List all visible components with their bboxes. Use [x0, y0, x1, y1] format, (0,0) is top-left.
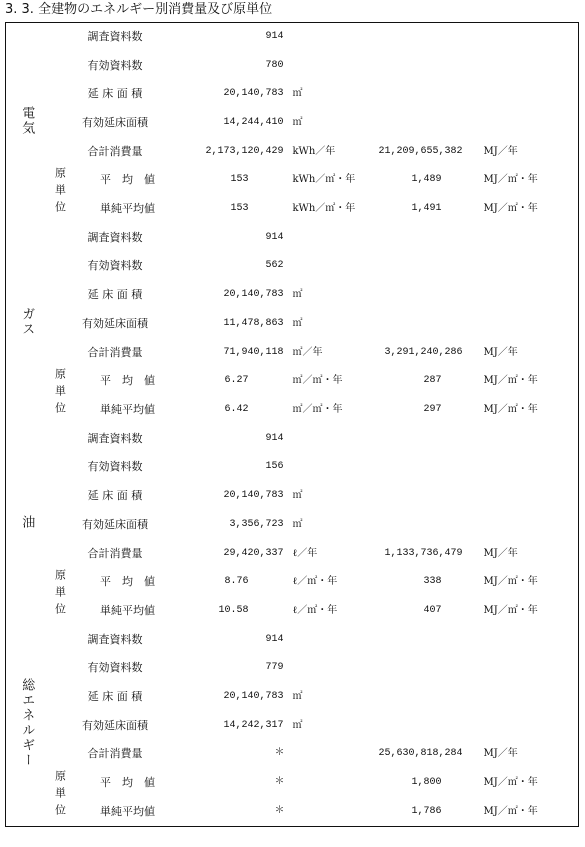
value-number: 71,940,118 — [223, 346, 284, 358]
row-label: 有効延床面積 — [82, 718, 148, 732]
basis-label: 原単位 — [53, 569, 67, 621]
row-label: 有効資料数 — [87, 661, 143, 675]
value-number: 14,244,410 — [223, 116, 284, 128]
value-number: 14,242,317 — [223, 719, 284, 731]
value-content — [183, 87, 579, 101]
table-row — [6, 367, 579, 396]
section-category: ガス — [19, 306, 35, 337]
table-row — [6, 654, 579, 683]
mj-value-cell — [377, 568, 579, 597]
value-cell — [183, 396, 377, 425]
value-unit: ㎡ — [292, 88, 303, 100]
table-row — [6, 797, 579, 826]
value-unit: ㎡／年 — [292, 346, 323, 358]
mj-value-number: 287 — [423, 375, 442, 387]
row-label: 延 床 面 積 — [87, 690, 143, 704]
mj-value-number: 1,133,736,479 — [384, 547, 463, 559]
value-unit: ㎡ — [292, 691, 303, 703]
mj-value-unit: MJ／年 — [483, 145, 518, 157]
value-number: 562 — [265, 260, 284, 272]
value-number: 914 — [265, 432, 284, 444]
mj-value-unit: MJ／年 — [483, 547, 518, 559]
basis-cell — [48, 166, 73, 223]
value-content — [183, 776, 377, 790]
value-cell — [183, 797, 377, 826]
value-content — [183, 346, 377, 360]
value-content — [183, 489, 579, 503]
table-row — [6, 769, 579, 798]
value-number: 3,356,723 — [229, 518, 284, 530]
table-row — [6, 195, 579, 224]
value-cell — [183, 109, 579, 138]
mj-value-number: 407 — [423, 604, 442, 616]
value-number: 11,478,863 — [223, 317, 284, 329]
table-row — [6, 625, 579, 654]
row-label: 調査資料数 — [87, 632, 143, 646]
value-number: 153 — [230, 203, 249, 215]
energy-consumption-table — [5, 22, 579, 827]
table-row — [6, 252, 579, 281]
value-number: 2,173,120,429 — [205, 145, 284, 157]
value-cell — [183, 223, 579, 252]
value-content — [183, 173, 377, 187]
value-unit: ℓ／㎡・年 — [292, 604, 338, 616]
value-unit: ㎡ — [292, 518, 303, 530]
value-content — [183, 661, 579, 675]
value-number: 8.76 — [224, 576, 249, 588]
mj-value-number: 1,491 — [411, 203, 442, 215]
mj-value-unit: MJ／㎡・年 — [483, 203, 538, 215]
value-number: 6.42 — [224, 403, 249, 415]
value-number: 914 — [265, 31, 284, 43]
mj-value-unit: MJ／年 — [483, 748, 518, 760]
table-row — [6, 711, 579, 740]
value-number: 29,420,337 — [223, 547, 284, 559]
value-number: 780 — [265, 59, 284, 71]
row-label: 合計消費量 — [87, 345, 143, 359]
value-cell — [183, 252, 579, 281]
mj-value-unit: MJ／㎡・年 — [483, 777, 538, 789]
mj-value-cell — [377, 597, 579, 626]
mj-value-unit: MJ／年 — [483, 346, 518, 358]
mj-value-cell — [377, 338, 579, 367]
table-row — [6, 396, 579, 425]
value-content — [183, 805, 377, 819]
value-content — [183, 259, 579, 273]
table-row — [6, 482, 579, 511]
section-category-cell — [6, 223, 48, 424]
mj-value-content — [377, 776, 579, 790]
value-cell — [183, 683, 579, 712]
row-label: 平 均 値 — [100, 776, 155, 790]
table-row — [6, 281, 579, 310]
mj-value-number: 25,630,818,284 — [378, 748, 463, 760]
value-cell — [183, 51, 579, 80]
value-cell — [183, 23, 579, 52]
section-category-cell — [6, 625, 48, 826]
value-number: 20,140,783 — [223, 289, 284, 301]
table-row — [6, 23, 579, 52]
value-content — [183, 719, 579, 733]
value-number: 914 — [265, 633, 284, 645]
basis-cell — [48, 367, 73, 424]
table-row — [6, 539, 579, 568]
value-content — [183, 747, 377, 761]
value-number: 156 — [265, 461, 284, 473]
basis-label: 原単位 — [53, 167, 67, 219]
mj-value-number: 338 — [423, 576, 442, 588]
mj-value-unit: MJ／㎡・年 — [483, 375, 538, 387]
value-unit: ㎡ — [292, 490, 303, 502]
table-row — [6, 424, 579, 453]
table-row — [6, 510, 579, 539]
value-cell — [183, 338, 377, 367]
value-number: 153 — [230, 174, 249, 186]
mj-value-content — [377, 202, 579, 216]
row-label: 有効資料数 — [87, 58, 143, 72]
table-row — [6, 683, 579, 712]
value-content — [183, 317, 579, 331]
value-number: 6.27 — [224, 375, 249, 387]
row-label: 有効延床面積 — [82, 517, 148, 531]
mj-value-cell — [377, 195, 579, 224]
value-number: 914 — [265, 231, 284, 243]
row-label: 合計消費量 — [87, 747, 143, 761]
basis-cell — [48, 568, 73, 625]
table-row — [6, 223, 579, 252]
mj-value-content — [377, 173, 579, 187]
value-cell — [183, 281, 579, 310]
value-content — [183, 604, 377, 618]
value-cell — [183, 597, 377, 626]
basis-label: 原単位 — [53, 368, 67, 420]
value-content — [183, 690, 579, 704]
value-number: 10.58 — [218, 604, 249, 616]
mj-value-unit: MJ／㎡・年 — [483, 604, 538, 616]
value-cell — [183, 80, 579, 109]
value-cell — [183, 137, 377, 166]
row-label: 有効延床面積 — [82, 316, 148, 330]
row-label: 延 床 面 積 — [87, 489, 143, 503]
row-label: 単純平均値 — [100, 603, 155, 617]
mj-value-cell — [377, 166, 579, 195]
row-label: 延 床 面 積 — [87, 288, 143, 302]
value-content — [183, 374, 377, 388]
mj-value-content — [377, 747, 579, 761]
basis-label: 原単位 — [53, 769, 67, 821]
row-label: 有効資料数 — [87, 460, 143, 474]
value-number: 20,140,783 — [223, 88, 284, 100]
value-cell — [183, 539, 377, 568]
value-content — [183, 460, 579, 474]
value-cell — [183, 310, 579, 339]
mj-value-cell — [377, 769, 579, 798]
value-cell — [183, 740, 377, 769]
value-cell — [183, 424, 579, 453]
mj-value-unit: MJ／㎡・年 — [483, 403, 538, 415]
row-label: 有効延床面積 — [82, 115, 148, 129]
value-cell — [183, 367, 377, 396]
table-row — [6, 453, 579, 482]
basis-cell — [48, 769, 73, 826]
table-row — [6, 166, 579, 195]
value-content — [183, 202, 377, 216]
mj-value-number: 297 — [423, 403, 442, 415]
mj-value-cell — [377, 797, 579, 826]
row-label: 調査資料数 — [87, 230, 143, 244]
value-cell — [183, 769, 377, 798]
section-category: 総エネルギー — [19, 678, 35, 769]
table-row — [6, 338, 579, 367]
row-label: 調査資料数 — [87, 30, 143, 44]
value-unit: kWh／㎡・年 — [292, 203, 356, 215]
value-content — [183, 231, 579, 245]
row-label: 延 床 面 積 — [87, 87, 143, 101]
row-label: 平 均 値 — [100, 173, 155, 187]
value-cell — [183, 195, 377, 224]
value-cell — [183, 625, 579, 654]
value-content — [183, 575, 377, 589]
value-number: 779 — [265, 662, 284, 674]
value-number: ＊ — [274, 777, 285, 789]
mj-value-cell — [377, 396, 579, 425]
row-label: 有効資料数 — [87, 259, 143, 273]
mj-value-number: 21,209,655,382 — [378, 145, 463, 157]
mj-value-number: 3,291,240,286 — [384, 346, 463, 358]
mj-value-content — [377, 346, 579, 360]
mj-value-number: 1,786 — [411, 805, 442, 817]
value-cell — [183, 166, 377, 195]
value-number: ＊ — [274, 748, 285, 760]
mj-value-cell — [377, 740, 579, 769]
mj-value-cell — [377, 367, 579, 396]
value-number: 20,140,783 — [223, 691, 284, 703]
section-category: 電気 — [19, 106, 35, 137]
row-label: 平 均 値 — [100, 374, 155, 388]
value-cell — [183, 568, 377, 597]
value-number: 20,140,783 — [223, 490, 284, 502]
row-label: 単純平均値 — [100, 804, 155, 818]
row-label: 合計消費量 — [87, 546, 143, 560]
mj-value-number: 1,489 — [411, 174, 442, 186]
mj-value-content — [377, 604, 579, 618]
value-unit: ㎡／㎡・年 — [292, 375, 343, 387]
value-unit: ㎡ — [292, 116, 303, 128]
value-cell — [183, 453, 579, 482]
page-title: 3. 3. 全建物のエネルギー別消費量及び原単位 — [5, 2, 273, 17]
mj-value-content — [377, 547, 579, 561]
mj-value-number: 1,800 — [411, 777, 442, 789]
value-unit: ㎡ — [292, 719, 303, 731]
table-body — [6, 23, 579, 827]
row-label: 調査資料数 — [87, 431, 143, 445]
value-content — [183, 432, 579, 446]
row-label: 単純平均値 — [100, 202, 155, 216]
value-content — [183, 116, 579, 130]
table-row — [6, 597, 579, 626]
table-row — [6, 80, 579, 109]
mj-value-unit: MJ／㎡・年 — [483, 805, 538, 817]
value-content — [183, 30, 579, 44]
value-unit: kWh／㎡・年 — [292, 174, 356, 186]
table-row — [6, 109, 579, 138]
mj-value-content — [377, 145, 579, 159]
value-unit: ℓ／㎡・年 — [292, 576, 338, 588]
mj-value-unit: MJ／㎡・年 — [483, 576, 538, 588]
value-unit: ㎡ — [292, 317, 303, 329]
value-content — [183, 518, 579, 532]
table-row — [6, 137, 579, 166]
value-cell — [183, 510, 579, 539]
table-row — [6, 51, 579, 80]
section-category: 油 — [19, 515, 35, 531]
value-unit: kWh／年 — [292, 145, 336, 157]
value-cell — [183, 654, 579, 683]
value-cell — [183, 482, 579, 511]
table-row — [6, 740, 579, 769]
value-content — [183, 403, 377, 417]
section-category-cell — [6, 23, 48, 224]
row-label: 平 均 値 — [100, 575, 155, 589]
value-cell — [183, 711, 579, 740]
mj-value-content — [377, 374, 579, 388]
value-number: ＊ — [274, 805, 285, 817]
table-row — [6, 568, 579, 597]
value-unit: ㎡／㎡・年 — [292, 403, 343, 415]
value-content — [183, 145, 377, 159]
value-unit: ℓ／年 — [292, 547, 318, 559]
row-label: 合計消費量 — [87, 144, 143, 158]
mj-value-content — [377, 575, 579, 589]
section-category-cell — [6, 424, 48, 625]
value-unit: ㎡ — [292, 289, 303, 301]
mj-value-content — [377, 805, 579, 819]
mj-value-unit: MJ／㎡・年 — [483, 174, 538, 186]
mj-value-cell — [377, 539, 579, 568]
value-content — [183, 633, 579, 647]
value-content — [183, 288, 579, 302]
value-content — [183, 59, 579, 73]
row-label: 単純平均値 — [100, 402, 155, 416]
mj-value-cell — [377, 137, 579, 166]
table-row — [6, 310, 579, 339]
mj-value-content — [377, 403, 579, 417]
value-content — [183, 547, 377, 561]
